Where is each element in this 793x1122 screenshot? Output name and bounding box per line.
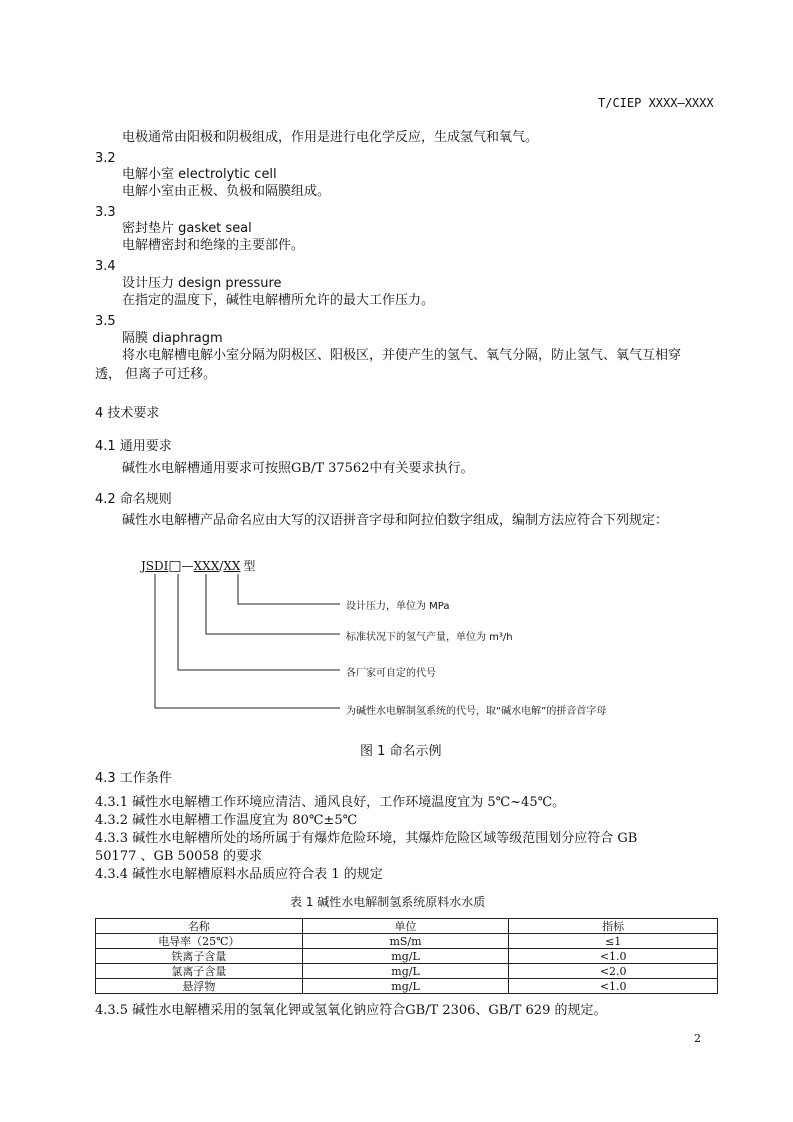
model-dash: — (181, 559, 194, 573)
model-suffix: 型 (243, 559, 256, 573)
table-row (96, 934, 718, 949)
paragraph-continued: 50177 、GB 50058 的要求 (95, 849, 263, 864)
paragraph: 4.3.1 碱性水电解槽工作环境应清洁、通风良好，工作环境温度宜为 5℃~45℃。 (95, 795, 566, 810)
page-number: 2 (694, 1032, 701, 1045)
label-design-pressure: 设计压力，单位为 MPa (346, 601, 450, 612)
term-description: 电解槽密封和绝缘的主要部件。 (122, 238, 305, 253)
table-cell: 氯离子含量 (96, 964, 303, 979)
table-cell: <2.0 (509, 964, 718, 979)
label-manufacturer-code: 各厂家可自定的代号 (346, 668, 436, 679)
water-quality-table (95, 918, 718, 994)
figure-caption: 图 1 命名示例 (360, 744, 442, 759)
model-box: □ (168, 558, 182, 574)
model-prefix: JSDI (141, 559, 169, 573)
label-pinyin-code: 为碱性水电解制氢系统的代号，取“碱水电解”的拼音首字母 (346, 706, 607, 717)
model-slash: / (219, 559, 224, 573)
paragraph: 碱性水电解槽通用要求可按照GB/T 37562中有关要求执行。 (122, 461, 474, 476)
subsection-heading: 4.1 通用要求 (95, 439, 172, 454)
term-description: 将水电解槽电解小室分隔为阴极区、阳极区，并使产生的氢气、氧气分隔，防止氢气、氧气互相穿 (122, 348, 682, 363)
column-header: 名称 (96, 919, 303, 934)
table-header-row (96, 919, 718, 934)
subsection-heading: 4.3 工作条件 (95, 771, 172, 786)
term-description: 在指定的温度下，碱性电解槽所允许的最大工作压力。 (122, 293, 435, 308)
table-caption: 表 1 碱性水电解制氢系统原料水水质 (290, 895, 486, 909)
term-title: 隔膜 diaphragm (122, 331, 223, 346)
document-code: T/CIEP XXXX—XXXX (598, 96, 714, 110)
table-cell: mg/L (302, 949, 509, 964)
leader-pressure (238, 574, 340, 604)
clause-number: 3.3 (95, 205, 116, 220)
table-cell: 铁离子含量 (96, 949, 303, 964)
leader-pinyin (155, 574, 340, 708)
term-description: 电解小室由正极、负极和隔膜组成。 (122, 184, 331, 199)
clause-number: 3.2 (95, 151, 116, 166)
subsection-heading: 4.2 命名规则 (95, 492, 172, 507)
clause-number: 3.5 (95, 314, 116, 329)
section-heading: 4 技术要求 (95, 406, 160, 421)
table-cell: ≤1 (509, 934, 718, 949)
model-output: XXX (193, 559, 220, 573)
model-pressure: XX (223, 559, 241, 573)
table-cell: 电导率（25℃） (96, 934, 303, 949)
table-cell: mS/m (302, 934, 509, 949)
column-header: 指标 (509, 919, 718, 934)
term-description-continued: 透， 但离子可迁移。 (95, 367, 217, 382)
table-cell: <1.0 (509, 949, 718, 964)
paragraph: 4.3.3 碱性水电解槽所处的场所属于有爆炸危险环境，其爆炸危险区域等级范围划分应符合 GB (95, 831, 638, 846)
table-cell: 悬浮物 (96, 979, 303, 994)
table-row (96, 949, 718, 964)
paragraph: 4.3.2 碱性水电解槽工作温度宜为 80℃±5℃ (95, 813, 358, 828)
term-title: 电解小室 electrolytic cell (122, 167, 277, 182)
paragraph: 碱性水电解槽产品命名应由大写的汉语拼音字母和阿拉伯数字组成，编制方法应符合下列规定： (122, 513, 669, 528)
table-row (96, 964, 718, 979)
clause-number: 3.4 (95, 259, 116, 274)
electrode-description: 电极通常由阳极和阴极组成，作用是进行电化学反应，生成氢气和氧气。 (122, 130, 539, 145)
table-cell: mg/L (302, 979, 509, 994)
term-title: 密封垫片 gasket seal (122, 221, 252, 236)
paragraph: 4.3.4 碱性水电解槽原料水品质应符合表 1 的规定 (95, 867, 383, 882)
term-title: 设计压力 design pressure (122, 276, 282, 291)
table-cell: mg/L (302, 964, 509, 979)
leader-maker (178, 574, 340, 670)
table-row (96, 979, 718, 994)
column-header: 单位 (302, 919, 509, 934)
table-cell: <1.0 (509, 979, 718, 994)
paragraph: 4.3.5 碱性水电解槽采用的氢氧化钾或氢氧化钠应符合GB/T 2306、GB/T 629 的规定。 (95, 1003, 607, 1018)
label-hydrogen-output: 标准状况下的氢气产量，单位为 m³/h (346, 632, 513, 643)
